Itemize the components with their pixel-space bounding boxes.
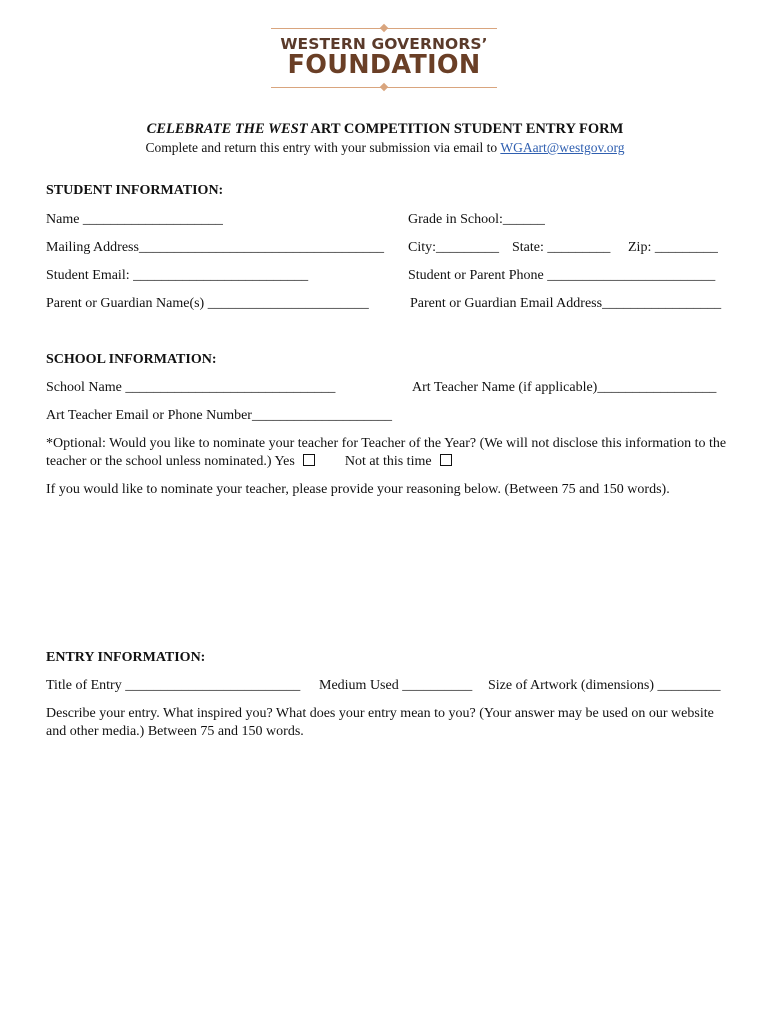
nominate-yes-checkbox[interactable] [303, 454, 315, 466]
entry-section-heading: ENTRY INFORMATION: [46, 650, 206, 665]
entry-title-field[interactable]: Title of Entry _________________________ [46, 678, 301, 693]
nominate-question-line2 [46, 454, 452, 470]
foundation-logo [271, 28, 497, 94]
nominate-yes-label: teacher or the school unless nominated.) Yes [46, 454, 295, 469]
school-name-field[interactable]: School Name ______________________________ [46, 380, 336, 395]
subtitle-text: Complete and return this entry with your submission via email to [145, 140, 501, 155]
artwork-size-field[interactable]: Size of Artwork (dimensions) _________ [488, 678, 721, 693]
mailing-address-field[interactable]: Mailing Address___________________________________ [46, 240, 384, 255]
form-title-emphasis: CELEBRATE THE WEST [146, 121, 308, 137]
logo-bottom-diamond [380, 83, 388, 91]
nominate-not-checkbox[interactable] [440, 454, 452, 466]
form-subtitle [0, 140, 770, 156]
phone-field[interactable]: Student or Parent Phone ________________________ [408, 268, 716, 283]
state-field[interactable]: State: _________ [512, 240, 611, 255]
logo-top-diamond [380, 24, 388, 32]
form-title [0, 121, 770, 138]
student-email-field[interactable]: Student Email: _________________________ [46, 268, 309, 283]
describe-entry-line2: and other media.) Between 75 and 150 words. [46, 724, 304, 739]
art-teacher-contact-field[interactable]: Art Teacher Email or Phone Number____________________ [46, 408, 392, 423]
student-section-heading: STUDENT INFORMATION: [46, 183, 224, 198]
logo-line-western-governors: WESTERN GOVERNORS’ [280, 35, 488, 53]
grade-field[interactable]: Grade in School:______ [408, 212, 545, 227]
form-title-rest: ART COMPETITION STUDENT ENTRY FORM [307, 121, 624, 137]
guardian-email-field[interactable]: Parent or Guardian Email Address_________________ [410, 296, 722, 311]
city-field[interactable]: City:_________ [408, 240, 500, 255]
zip-field[interactable]: Zip: _________ [628, 240, 718, 255]
medium-field[interactable]: Medium Used __________ [319, 678, 473, 693]
school-section-heading: SCHOOL INFORMATION: [46, 352, 217, 367]
nominate-reasoning-prompt: If you would like to nominate your teacher, please provide your reasoning below. (Between 75 and 150 words). [46, 482, 670, 497]
nominate-not-label: Not at this time [344, 454, 432, 469]
describe-entry-line1: Describe your entry. What inspired you? What does your entry mean to you? (Your answer may be used on our website [46, 706, 714, 721]
logo-line-foundation: FOUNDATION [287, 50, 481, 80]
student-name-field[interactable]: Name ____________________ [46, 212, 223, 227]
art-teacher-name-field[interactable]: Art Teacher Name (if applicable)_________________ [412, 380, 717, 395]
submission-email-link[interactable]: WGAart@westgov.org [500, 140, 625, 155]
nominate-question-line1: *Optional: Would you like to nominate your teacher for Teacher of the Year? (We will not disclose this information to the [46, 436, 727, 451]
guardian-name-field[interactable]: Parent or Guardian Name(s) _______________________ [46, 296, 369, 311]
